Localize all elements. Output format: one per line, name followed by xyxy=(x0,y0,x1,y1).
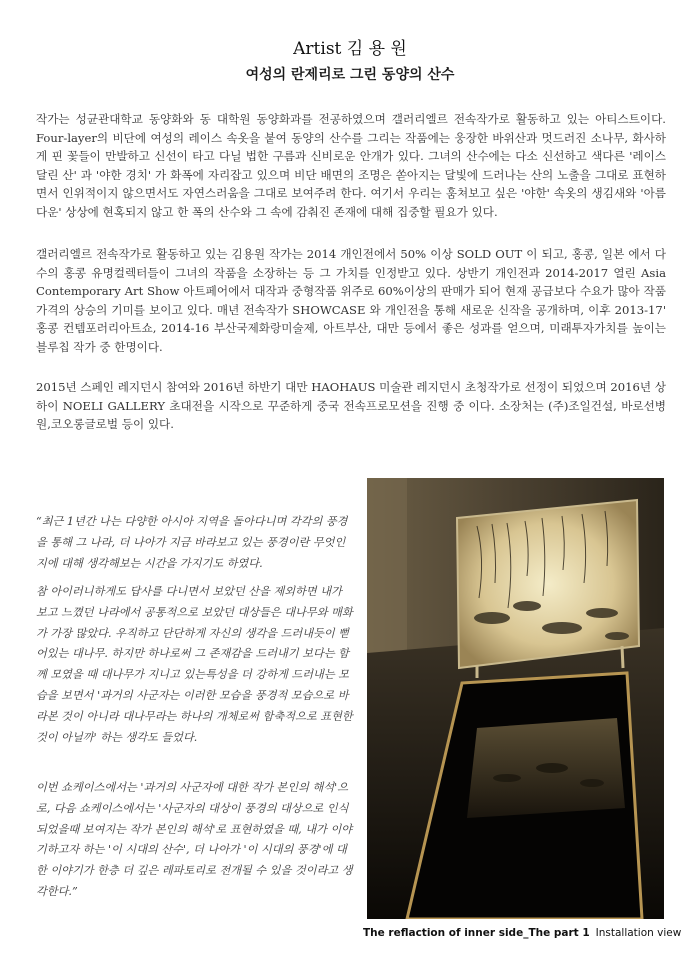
figure-caption xyxy=(363,927,682,939)
artist-quote-2: 참 아이러니하게도 답사를 다니면서 보았던 산을 제외하면 내가 보고 느꼈던 나라에서 공통적으로 보았던 대상들은 대나무와 매화가 가장 많았다. 우직하고 단단하게 자신의 생각을 드러내듯이 뻗어있는 대나무. 하지만 하나로써 그 존재감을 드러내기 보다는 함께 모였을 때 대나무가 지니고 있는특성을 더 강하게 드러내는 모습을 보면서 '과거의 사군자는 이러한 모습을 풍경적 모습으로 바라본 것이 아니라 대나무라는 하나의 개체로써 함축적으로 표현한 것이 아닐까' 하는 생각도 들었다. xyxy=(36,585,353,744)
caption-subtitle: Installation view xyxy=(595,927,682,939)
artist-quote-1: “최근 1년간 나는 다양한 아시아 지역을 돌아다니며 각각의 풍경을 통해 그 나라, 더 나아가 지금 바라보고 있는 풍경이란 무엇인지에 대해 생각해보는 시간을 가지기도 하였다. xyxy=(36,515,348,570)
artist-quote-3: 이번 쇼케이스에서는 '과거의 사군자에 대한 작가 본인의 해석'으로, 다음 쇼케이스에서는 '사군자의 대상이 풍경의 대상으로 인식되었을때 보여지는 작가 본인의 해석'로 표현하였을 때, 내가 이야기하고자 하는 '이 시대의 산수', 더 나아가 '이 시대의 풍경'에 대한 이야기가 한층 더 깊은 레파토리로 전개될 수 있을 것이라고 생각한다.” xyxy=(36,781,353,898)
installation-photo xyxy=(367,478,664,919)
body-paragraph-residency: 2015년 스페인 레지던시 참여와 2016년 하반기 대만 HAOHAUS 미술관 레지던시 초청작가로 선정이 되었으며 2016년 상하이 NOELI GALLERY 초대전을 시작으로 꾸준하게 중국 전속프로모션을 진행 중 이다. 소장처는 (주)조일건설, 바로선병원,코오롱글로벌 등이 있다. xyxy=(36,380,666,431)
caption-title: The reflaction of inner side_The part 1 xyxy=(363,927,590,939)
page-subtitle: 여성의 란제리로 그린 동양의 산수 xyxy=(245,67,455,83)
page-title: Artist 김 용 원 xyxy=(293,39,407,59)
installation-illustration xyxy=(367,478,664,919)
body-paragraph-intro: 작가는 성균관대학교 동양화와 동 대학원 동양화과를 전공하였으며 갤러리엘르 전속작가로 활동하고 있는 아티스트이다. Four-layer의 비단에 여성의 레이스 속옷을 붙여 동양의 산수를 그리는 작품에는 웅장한 바위산과 멋드러진 소나무, 화사하게 핀 꽃들이 만발하고 신선이 타고 다닐 법한 구름과 신비로운 안개가 있다. 그녀의 산수에는 다소 신선하고 색다른 '레이스 달린 산' 과 '야한 경치' 가 화폭에 자리잡고 있으며 비단 배면의 조명은 쏟아지는 달빛에 드러나는 산의 노출을 그대로 표현하면서 인위적이지 않으면서도 자연스러움을 그대로 보여주려 한다. 여기서 우리는 훔쳐보고 싶은 '야한' 속옷의 생김새와 '아름다운' 상상에 현혹되지 않고 한 폭의 산수와 그 속에 감춰진 존재에 대해 집중할 필요가 있다. xyxy=(36,112,666,219)
body-paragraph-career: 갤러리엘르 전속작가로 활동하고 있는 김용원 작가는 2014 개인전에서 50% 이상 SOLD OUT 이 되고, 홍콩, 일본 에서 다수의 홍콩 유명컬렉터들이 그녀의 작품을 소장하는 등 그 가치를 인정받고 있다. 상반기 개인전과 2014-2017 열린 Asia Contemporary Art Show 아트페어에서 대작과 중형작품 위주로 60%이상의 판매가 되어 현재 공급보다 수요가 많아 작품 가격의 상승의 기미를 보이고 있다. 매년 전속작가 SHOWCASE 와 개인전을 통해 새로운 신작을 공개하며, 이후 2013-17' 홍콩 컨템포러리아트쇼, 2014-16 부산국제화랑미술제, 아트부산, 대만 등에서 좋은 성과를 얻으며, 미래투자가치를 높이는 블루칩 작가 중 한명이다. xyxy=(36,247,666,354)
